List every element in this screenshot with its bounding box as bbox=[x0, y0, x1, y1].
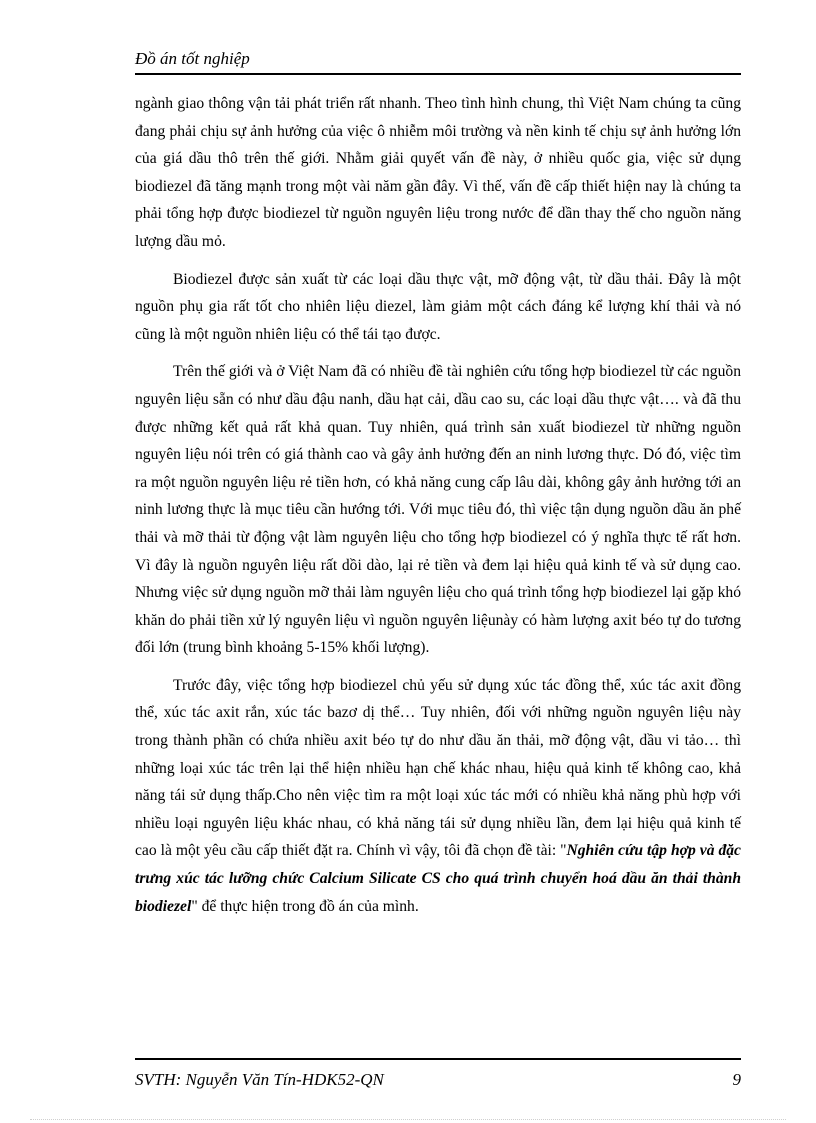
paragraph-4-start: Trước đây, việc tổng hợp biodiezel chủ yếu sử dụng xúc tác đồng thể, xúc tác axit đồng thể, xúc tác axit rắn, xúc tác bazơ dị thể… Tuy nhiên, đối với những nguồn nguyên liệu này trong thành phần có chứa nhiều axit béo tự do như dầu ăn thải, mỡ động vật, dầu vi tảo… thì những loại xúc tác trên lại thể hiện nhiều hạn chế khác nhau, hiệu quả kinh tế không cao, khả năng tái sử dụng thấp.Cho nên việc tìm ra một loại xúc tác mới có nhiều khả năng phù hợp với nhiều loại nguyên liệu khác nhau, có khả năng tái sử dụng nhiều lần, đem lại hiệu quả kinh tế cao là một yêu cầu cấp thiết đặt ra. Chính vì vậy, tôi đã chọn đề tài: " bbox=[135, 676, 741, 860]
paragraph-1: ngành giao thông vận tải phát triển rất nhanh. Theo tình hình chung, thì Việt Nam chúng ta cũng đang phải chịu sự ảnh hưởng của việc ô nhiễm môi trường và nền kinh tế chịu sự ảnh hưởng lớn của giá dầu thô trên thế giới. Nhằm giải quyết vấn đề này, ở nhiều quốc gia, việc sử dụng biodiezel đã tăng mạnh trong một vài năm gần đây. Vì thế, vấn đề cấp thiết hiện nay là chúng ta phải tổng hợp được biodiezel từ nguồn nguyên liệu trong nước để dần thay thế cho nguồn năng lượng dầu mỏ. bbox=[135, 95, 741, 250]
paragraph-2: Biodiezel được sản xuất từ các loại dầu thực vật, mỡ động vật, từ dầu thải. Đây là một nguồn phụ gia rất tốt cho nhiên liệu diezel, làm giảm một cách đáng kể lượng khí thải và nó cũng là một nguồn nhiên liệu có thể tái tạo được. bbox=[135, 270, 741, 343]
page-footer bbox=[135, 1058, 741, 1090]
footer-author: SVTH: Nguyễn Văn Tín-HDK52-QN bbox=[135, 1070, 384, 1089]
body-text bbox=[135, 90, 741, 930]
page-edge-divider bbox=[30, 1119, 786, 1120]
header-title: Đồ án tốt nghiệp bbox=[135, 49, 250, 68]
page-header bbox=[135, 47, 741, 75]
paragraph-4 bbox=[135, 672, 741, 920]
paragraph-4-end: " để thực hiện trong đồ án của mình. bbox=[191, 897, 419, 915]
page-number: 9 bbox=[732, 1070, 741, 1089]
paragraph-3: Trên thế giới và ở Việt Nam đã có nhiều đề tài nghiên cứu tổng hợp biodiezel từ các nguồn nguyên liệu sẵn có như dầu đậu nanh, dầu hạt cải, dầu cao su, các loại dầu thực vật…. và đã thu được những kết quả rất khả quan. Tuy nhiên, quá trình sản xuất biodiezel từ những nguồn nguyên liệu nói trên có giá thành cao và gây ảnh hưởng đến an ninh lương thực. Dó đó, việc tìm ra một nguồn nguyên liệu rẻ tiền hơn, có khả năng cung cấp lâu dài, không gây ảnh hưởng tới an ninh lương thực là mục tiêu cần hướng tới. Với mục tiêu đó, thì việc tận dụng nguồn dầu ăn phế thải và mỡ thải từ động vật làm nguyên liệu cho tổng hợp biodiezel có ý nghĩa thực tế rất hơn. Vì đây là nguồn nguyên liệu rất dồi dào, lại rẻ tiền và đem lại hiệu quả kinh tế và sử dụng cao. Nhưng việc sử dụng nguồn mỡ thải làm nguyên liệu cho quá trình tổng hợp biodiezel lại gặp khó khăn do phải tiền xử lý nguyên liệu vì nguồn nguyên liệunày có hàm lượng axit béo tự do tương đối lớn (trung bình khoảng 5-15% khối lượng). bbox=[135, 363, 741, 657]
thesis-topic-title: Nghiên cứu tập hợp và đặc trưng xúc tác lưỡng chức Calcium Silicate CS cho quá trình chuyển hoá dầu ăn thải thành biodiezel bbox=[135, 842, 741, 915]
